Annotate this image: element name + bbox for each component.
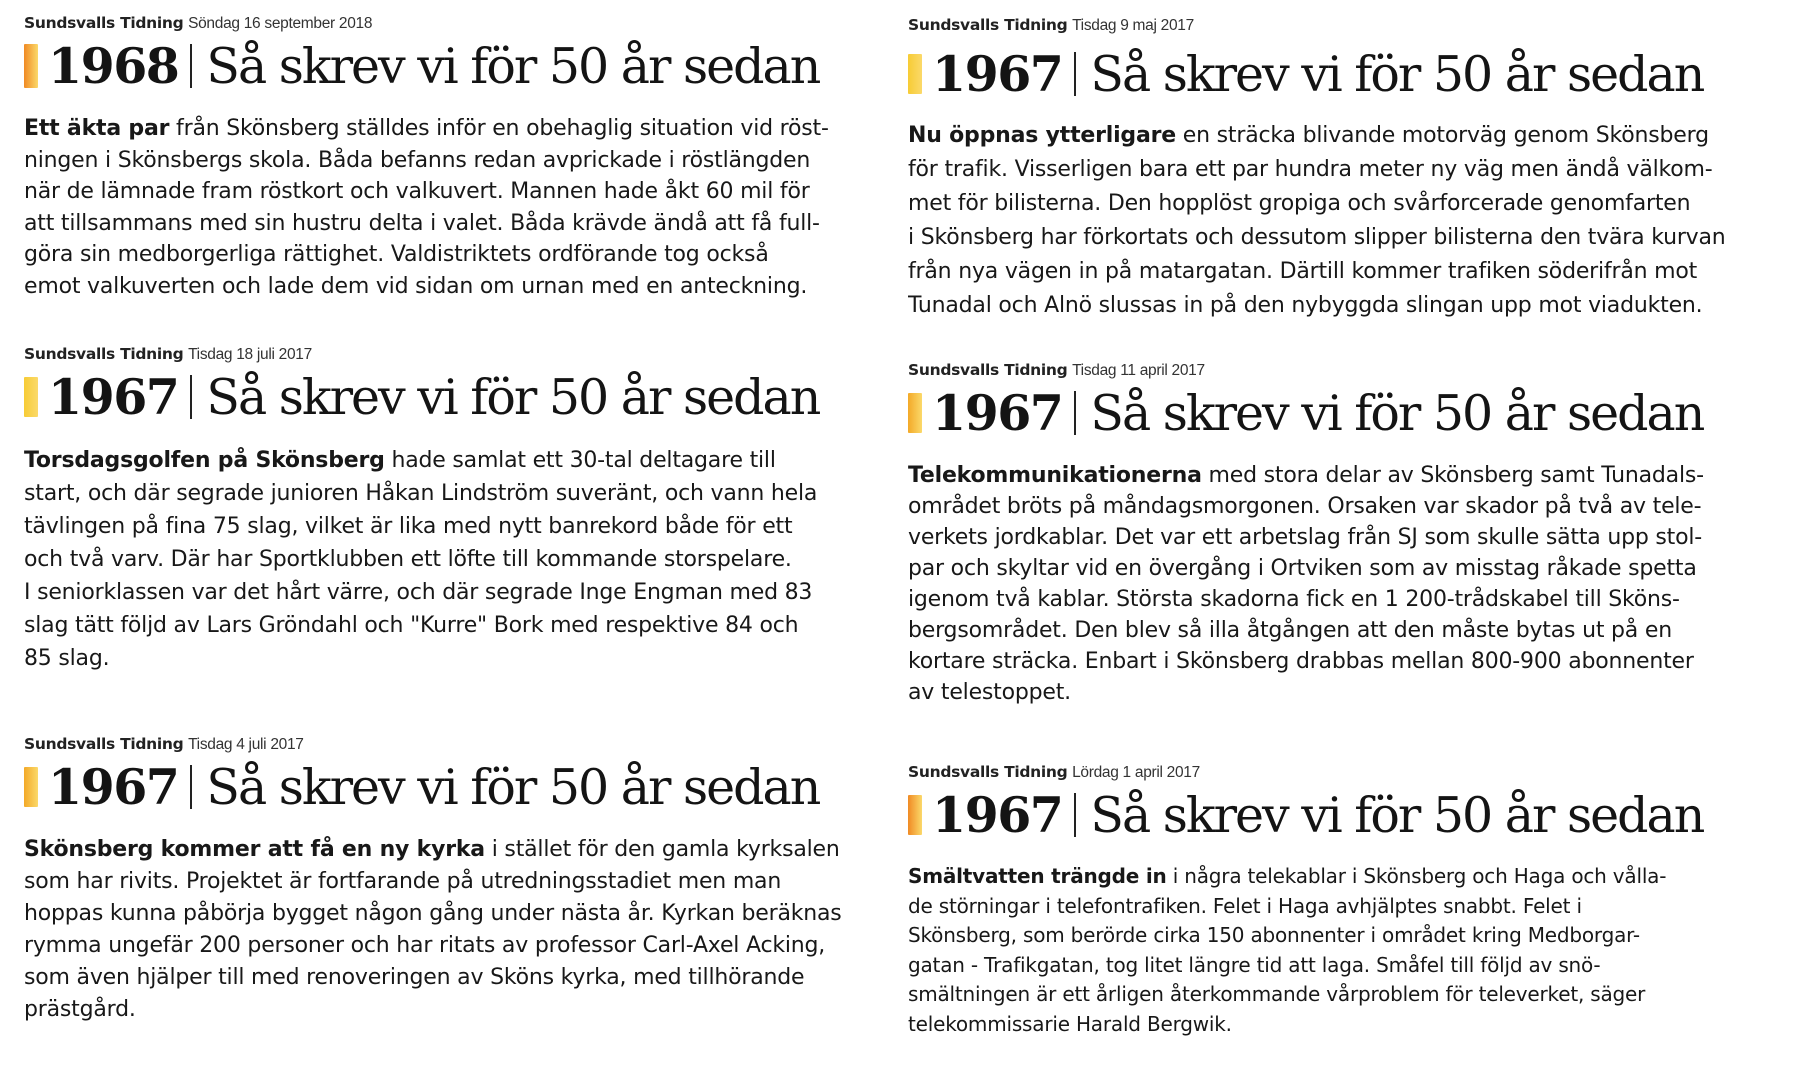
headline-title: Så skrev vi för 50 år sedan (206, 37, 820, 95)
headline-title: Så skrev vi för 50 år sedan (1090, 45, 1704, 103)
article-line: för trafik. Visserligen bara ett par hundra meter ny väg men ändå välkom- (908, 157, 1713, 182)
newspaper-name: Sundsvalls Tidning (24, 14, 184, 32)
headline-title: Så skrev vi för 50 år sedan (206, 758, 820, 816)
article-line: telekommissarie Harald Bergwik. (908, 1011, 1232, 1036)
publish-date: Tisdag 18 juli 2017 (188, 346, 312, 363)
publish-date: Lördag 1 april 2017 (1072, 764, 1200, 781)
news-clipping (908, 16, 1798, 351)
article-line: de störningar i telefontrafiken. Felet i Haga avhjälptes snabbt. Felet i (908, 893, 1582, 918)
article-line: och två varv. Där har Sportklubben ett löfte till kommande storspelare. (24, 547, 792, 572)
article-line: start, och där segrade junioren Håkan Lindström suveränt, och vann hela (24, 481, 818, 506)
clipping-meta (24, 14, 884, 33)
article-line: 85 slag. (24, 646, 110, 671)
news-clipping (24, 14, 884, 314)
article-line: met för bilisterna. Den hopplöst gropiga och svårforcerade genomfarten (908, 191, 1691, 216)
headline (908, 384, 1798, 442)
headline-title: Så skrev vi för 50 år sedan (206, 368, 820, 426)
clipping-meta (24, 345, 884, 364)
headline-year: 1967 (932, 384, 1063, 442)
publish-date: Söndag 16 september 2018 (188, 15, 373, 32)
headline (24, 758, 884, 816)
color-tab (908, 393, 922, 433)
article-lead: Smältvatten trängde in (908, 864, 1167, 888)
newspaper-name: Sundsvalls Tidning (908, 16, 1068, 34)
article-text: hade samlat ett 30-tal deltagare till (384, 448, 776, 473)
article-line: hoppas kunna påbörja bygget någon gång under nästa år. Kyrkan beräknas (24, 901, 842, 926)
newspaper-name: Sundsvalls Tidning (908, 763, 1068, 781)
publish-date: Tisdag 11 april 2017 (1072, 362, 1205, 379)
article-text: med stora delar av Skönsberg samt Tunadals- (1201, 463, 1704, 488)
headline-separator (190, 375, 192, 419)
headline-separator (190, 44, 192, 88)
color-tab (24, 44, 38, 88)
article-lead: Nu öppnas ytterligare (908, 123, 1176, 148)
article-line: ningen i Skönsbergs skola. Båda befanns redan avprickade i röstlängden (24, 147, 811, 173)
article-line: av telestoppet. (908, 680, 1071, 705)
newspaper-name: Sundsvalls Tidning (24, 345, 184, 363)
article-line: igenom två kablar. Största skadorna fick en 1 200-trådskabel till Sköns- (908, 587, 1680, 612)
article-line: prästgård. (24, 997, 136, 1022)
article-line: Skönsberg, som berörde cirka 150 abonnenter i området kring Medborgar- (908, 923, 1640, 947)
article-line: slag tätt följd av Lars Gröndahl och "Kurre" Bork med respektive 84 och (24, 613, 799, 638)
color-tab (908, 54, 922, 94)
article-line (908, 460, 1798, 491)
clipping-meta (908, 16, 1798, 35)
news-clipping (24, 345, 884, 685)
article-line (908, 862, 1798, 892)
article-line (908, 119, 1798, 153)
headline-separator (1074, 793, 1076, 837)
headline-year: 1967 (48, 368, 179, 426)
color-tab (908, 795, 922, 835)
publish-date: Tisdag 9 maj 2017 (1072, 17, 1194, 34)
clipping-meta (908, 361, 1798, 380)
headline (24, 37, 884, 95)
color-tab (24, 377, 38, 417)
headline-year: 1967 (932, 45, 1063, 103)
headline-year: 1967 (48, 758, 179, 816)
news-clipping (24, 735, 884, 1035)
article-line: Tunadal och Alnö slussas in på den nybyggda slingan upp mot viadukten. (908, 293, 1703, 318)
headline (24, 368, 884, 426)
article-line: bergsområdet. Den blev så illa åtgången att den måste bytas ut på en (908, 618, 1672, 643)
article-lead: Telekommunikationerna (908, 463, 1202, 488)
article-lead: Skönsberg kommer att få en ny kyrka (24, 837, 485, 862)
article-line: gatan - Trafikgatan, tog litet längre tid att laga. Småfel till följd av snö- (908, 952, 1601, 977)
article-text: en sträcka blivande motorväg genom Skönsberg (1176, 123, 1709, 148)
article-line: par och skyltar vid en övergång i Ortviken som av misstag råkade spetta (908, 556, 1697, 581)
headline (908, 45, 1798, 103)
headline-title: Så skrev vi för 50 år sedan (1090, 384, 1704, 442)
article-line: kortare sträcka. Enbart i Skönsberg drabbas mellan 800-900 abonnenter (908, 649, 1694, 674)
article-line: rymma ungefär 200 personer och har ritats av professor Carl-Axel Acking, (24, 933, 826, 958)
article-lead: Ett äkta par (24, 116, 170, 141)
headline-year: 1968 (48, 37, 179, 95)
article-line: när de lämnade fram röstkort och valkuvert. Mannen hade åkt 60 mil för (24, 179, 810, 204)
clipping-meta (24, 735, 884, 754)
article-line: från nya vägen in på matargatan. Därtill kommer trafiken söderifrån mot (908, 259, 1698, 284)
headline-separator (190, 765, 192, 809)
article-line: verkets jordkablar. Det var ett arbetslag från SJ som skulle sätta upp stol- (908, 525, 1703, 550)
article-line: smältningen är ett årligen återkommande vårproblem för televerket, säger (908, 982, 1646, 1006)
article-line: som även hjälper till med renoveringen av Sköns kyrka, med tillhörande (24, 965, 805, 990)
publish-date: Tisdag 4 juli 2017 (188, 736, 304, 753)
article-line (24, 444, 884, 477)
article-line (24, 113, 884, 145)
article-line: i Skönsberg har förkortats och dessutom slipper bilisterna den tvära kurvan (908, 225, 1726, 250)
article-body (908, 460, 1798, 708)
article-body (908, 862, 1798, 1039)
headline-title: Så skrev vi för 50 år sedan (1090, 786, 1704, 844)
clipping-meta (908, 763, 1798, 782)
headline-separator (1074, 52, 1076, 96)
article-line: som har rivits. Projektet är fortfarande på utredningsstadiet men man (24, 869, 782, 894)
article-line: göra sin medborgerliga rättighet. Valdistriktets ordförande tog också (24, 242, 769, 267)
article-line: området bröts på måndagsmorgonen. Orsaken var skador på två av tele- (908, 494, 1702, 519)
article-lead: Torsdagsgolfen på Skönsberg (24, 448, 385, 473)
article-text: från Skönsberg ställdes inför en obehaglig situation vid röst- (169, 116, 829, 141)
headline (908, 786, 1798, 844)
article-line: att tillsammans med sin hustru delta i valet. Båda krävde ändå att få full- (24, 210, 820, 236)
article-body (24, 444, 884, 675)
newspaper-name: Sundsvalls Tidning (908, 361, 1068, 379)
newspaper-name: Sundsvalls Tidning (24, 735, 184, 753)
color-tab (24, 767, 38, 807)
headline-year: 1967 (932, 786, 1063, 844)
article-body (24, 113, 884, 302)
headline-separator (1074, 391, 1076, 435)
article-text: i stället för den gamla kyrksalen (484, 837, 840, 862)
news-clipping (908, 763, 1798, 1053)
article-text: i några telekablar i Skönsberg och Haga och vålla- (1166, 864, 1667, 888)
article-line: emot valkuverten och lade dem vid sidan om urnan med en anteckning. (24, 273, 808, 299)
article-line: I seniorklassen var det hårt värre, och där segrade Inge Engman med 83 (24, 580, 813, 605)
article-line: tävlingen på fina 75 slag, vilket är lika med nytt banrekord både för ett (24, 514, 793, 539)
article-body (908, 119, 1798, 323)
article-body (24, 834, 884, 1026)
news-clipping (908, 361, 1798, 736)
article-line (24, 834, 884, 866)
